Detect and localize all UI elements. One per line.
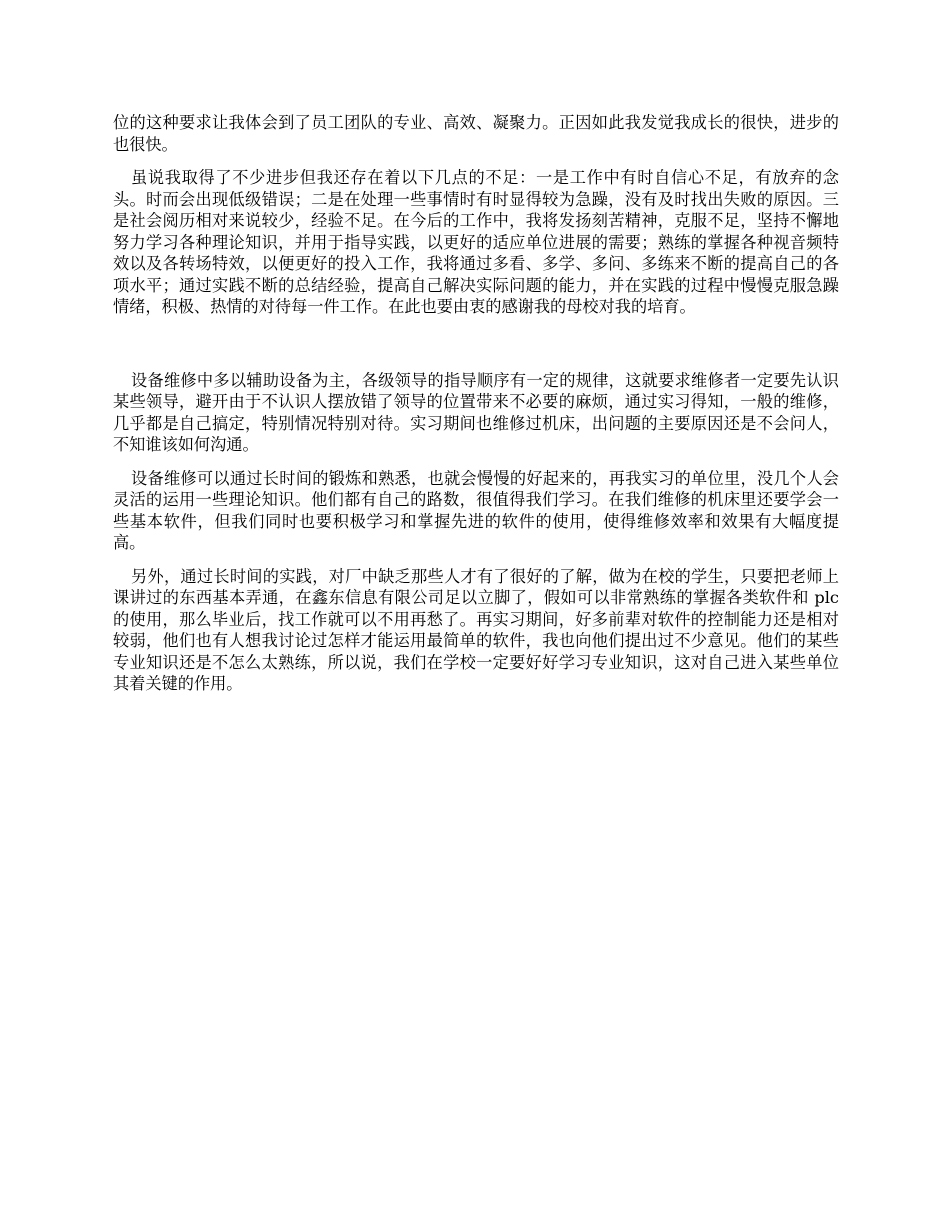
paragraph-equipment-maintenance: 设备维修中多以辅助设备为主，各级领导的指导顺序有一定的规律，这就要求维修者一定要先认识某些领导，避开由于不认识人摆放错了领导的位置带来不必要的麻烦，通过实习得知，一般的维修，几乎都是自己搞定，特别情况特别对待。实习期间也维修过机床，出问题的主要原因还是不会问人，不知谁该如何沟通。 — [113, 370, 839, 454]
paragraph-training: 设备维修可以通过长时间的锻炼和熟悉，也就会慢慢的好起来的，再我实习的单位里，没几个人会灵活的运用一些理论知识。他们都有自己的路数，很值得我们学习。在我们维修的机床里还要学会一些基本软件，但我们同时也要积极学习和掌握先进的软件的使用，使得维修效率和效果有大幅度提高。 — [113, 468, 839, 552]
section-gap — [113, 330, 839, 370]
paragraph-shortcomings: 虽说我取得了不少进步但我还存在着以下几点的不足：一是工作中有时自信心不足，有放弃的念头。时而会出现低级错误；二是在处理一些事情时有时显得较为急躁，没有及时找出失败的原因。三是社会阅历相对来说较少，经验不足。在今后的工作中，我将发扬刻苦精神，克服不足，坚持不懈地努力学习各种理论知识，并用于指导实践，以更好的适应单位进展的需要；熟练的掌握各种视音频特效以及各转场特效，以便更好的投入工作，我将通过多看、多学、多问、多练来不断的提高自己的各项水平；通过实践不断的总结经验，提高自己解决实际问题的能力，并在实践的过程中慢慢克服急躁情绪，积极、热情的对待每一件工作。在此也要由衷的感谢我的母校对我的培育。 — [113, 168, 839, 316]
paragraph-conclusion: 另外，通过长时间的实践，对厂中缺乏那些人才有了很好的了解，做为在校的学生，只要把老师上课讲过的东西基本弄通，在鑫东信息有限公司足以立脚了，假如可以非常熟练的掌握各类软件和 plc 的使用，那么毕业后，找工作就可以不用再愁了。再实习期间，好多前辈对软件的控制能力还是相对较弱，他们也有人想我讨论过怎样才能运用最简单的软件，我也向他们提出过不少意见。他们的某些专业知识还是不怎么太熟练，所以说，我们在学校一定要好好学习专业知识，这对自己进入某些单位其着关键的作用。 — [113, 566, 839, 693]
paragraph-continued: 位的这种要求让我体会到了员工团队的专业、高效、凝聚力。正因如此我发觉我成长的很快，进步的也很快。 — [113, 113, 839, 154]
document-page — [113, 112, 839, 707]
